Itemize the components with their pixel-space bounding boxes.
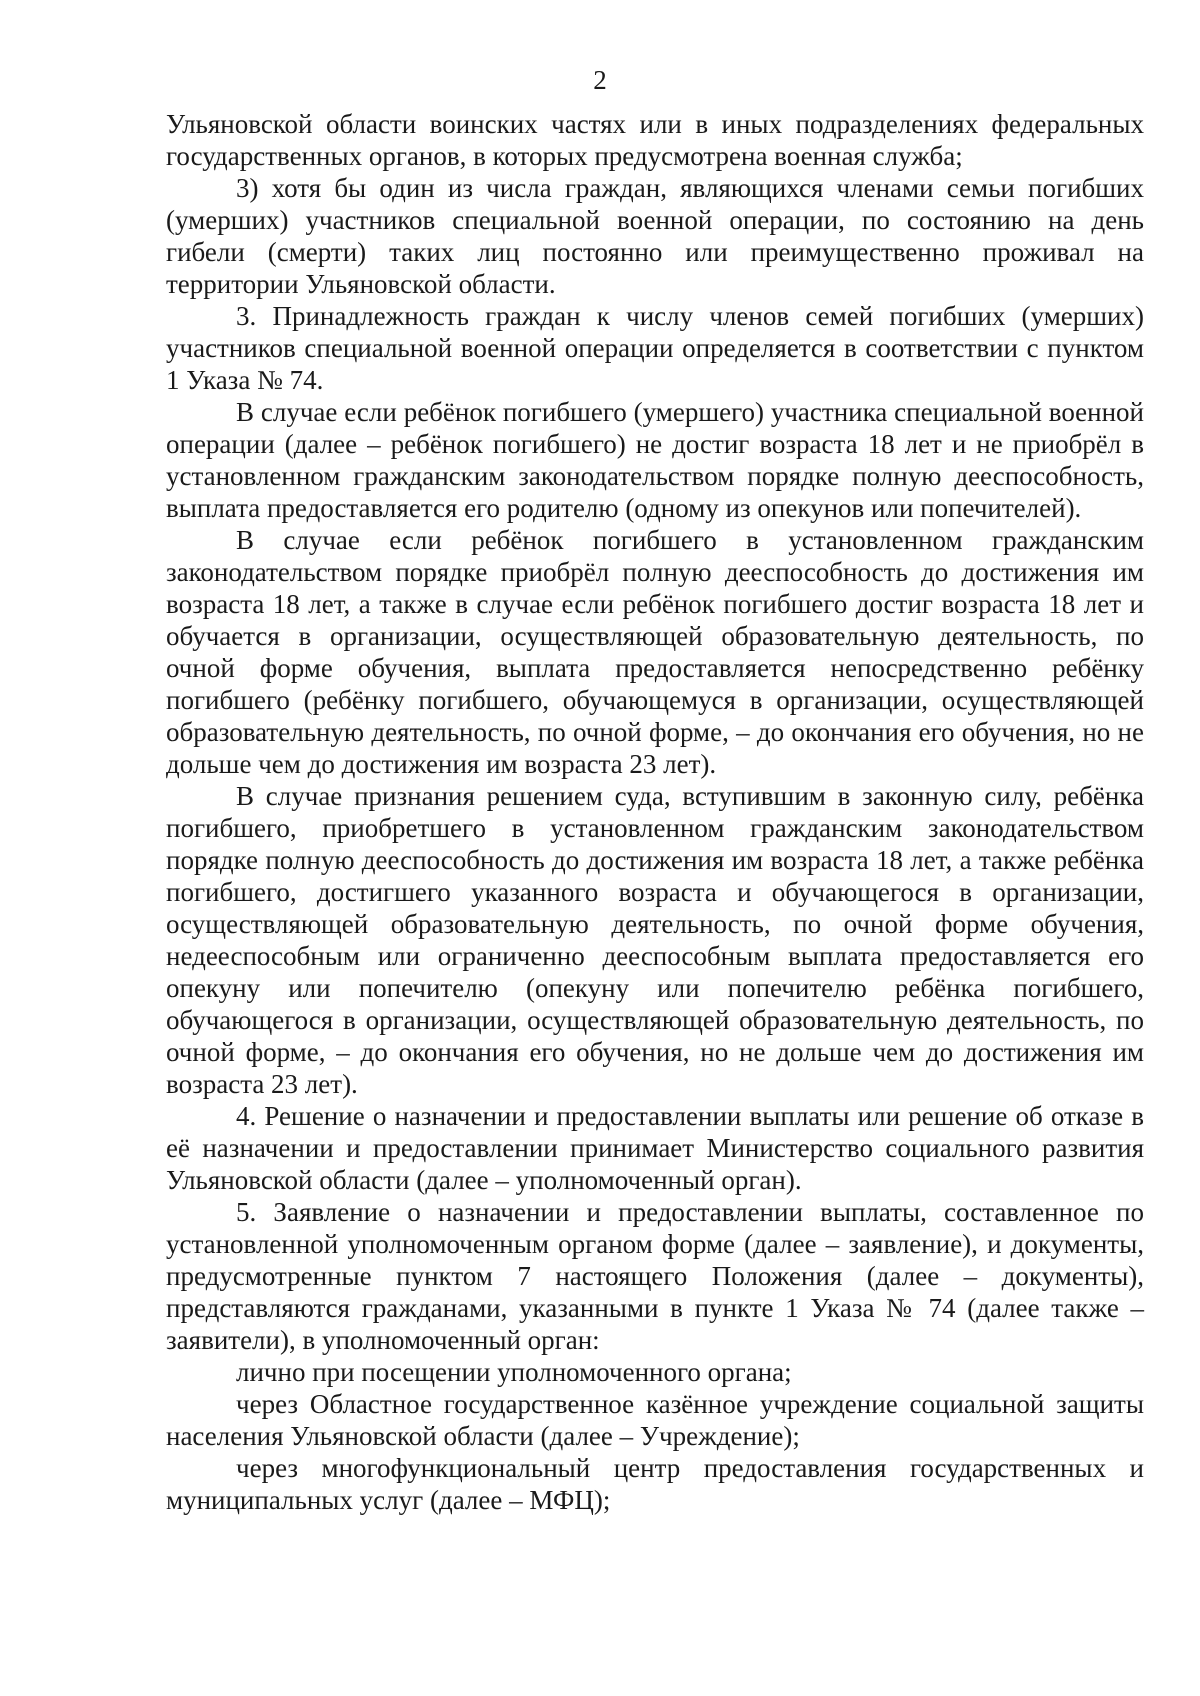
paragraph-option-institution: через Областное государственное казённое учреждение социальной защиты населения Ульяновской области (далее – Учреждение);	[166, 1389, 1144, 1451]
paragraph-option-in-person: лично при посещении уполномоченного органа;	[236, 1357, 792, 1387]
document-body	[166, 108, 1144, 1516]
paragraph-court-decision: В случае признания решением суда, вступившим в законную силу, ребёнка погибшего, приобретшего в установленном гражданским законодательством порядке полную дееспособность до достижения им возраста 18 лет, а также ребёнка погибшего, достигшего указанного возраста и обучающегося в организации, осуществляющей образовательную деятельность, по очной форме обучения, недееспособным или ограниченно дееспособным выплата предоставляется его опекуну или попечителю (опекуну или попечителю ребёнка погибшего, обучающегося в организации, осуществляющей образовательную деятельность, по очной форме, – до окончания его обучения, но не дольше чем до достижения им возраста 23 лет).	[166, 781, 1144, 1099]
paragraph-section-5: 5. Заявление о назначении и предоставлении выплаты, составленное по установленной уполномоченным органом форме (далее – заявление), и документы, предусмотренные пунктом 7 настоящего Положения (далее – документы), представляются гражданами, указанными в пункте 1 Указа № 74 (далее также – заявители), в уполномоченный орган:	[166, 1197, 1144, 1355]
paragraph-option-mfc: через многофункциональный центр предоставления государственных и муниципальных услуг (далее – МФЦ);	[166, 1453, 1144, 1515]
paragraph-continuation: Ульяновской области воинских частях или в иных подразделениях федеральных государственных органов, в которых предусмотрена военная служба;	[166, 109, 1144, 171]
paragraph-section-3: 3. Принадлежность граждан к числу членов семей погибших (умерших) участников специальной военной операции определяется в соответствии с пунктом 1 Указа № 74.	[166, 301, 1144, 395]
paragraph-item-3-subpoint: 3) хотя бы один из числа граждан, являющихся членами семьи погибших (умерших) участников специальной военной операции, по состоянию на день гибели (смерти) таких лиц постоянно или преимущественно проживал на территории Ульяновской области.	[166, 173, 1144, 299]
page-number: 2	[593, 65, 607, 95]
paragraph-child-minor: В случае если ребёнок погибшего (умершего) участника специальной военной операции (далее – ребёнок погибшего) не достиг возраста 18 лет и не приобрёл в установленном гражданским законодательством порядке полную дееспособность, выплата предоставляется его родителю (одному из опекунов или попечителей).	[166, 397, 1144, 523]
paragraph-child-capable: В случае если ребёнок погибшего в установленном гражданским законодательством порядке приобрёл полную дееспособность до достижения им возраста 18 лет, а также в случае если ребёнок погибшего достиг возраста 18 лет и обучается в организации, осуществляющей образовательную деятельность, по очной форме обучения, выплата предоставляется непосредственно ребёнку погибшего (ребёнку погибшего, обучающемуся в организации, осуществляющей образовательную деятельность, по очной форме, – до окончания его обучения, но не дольше чем до достижения им возраста 23 лет).	[166, 525, 1144, 779]
paragraph-section-4: 4. Решение о назначении и предоставлении выплаты или решение об отказе в её назначении и предоставлении принимает Министерство социального развития Ульяновской области (далее – уполномоченный орган).	[166, 1101, 1144, 1195]
